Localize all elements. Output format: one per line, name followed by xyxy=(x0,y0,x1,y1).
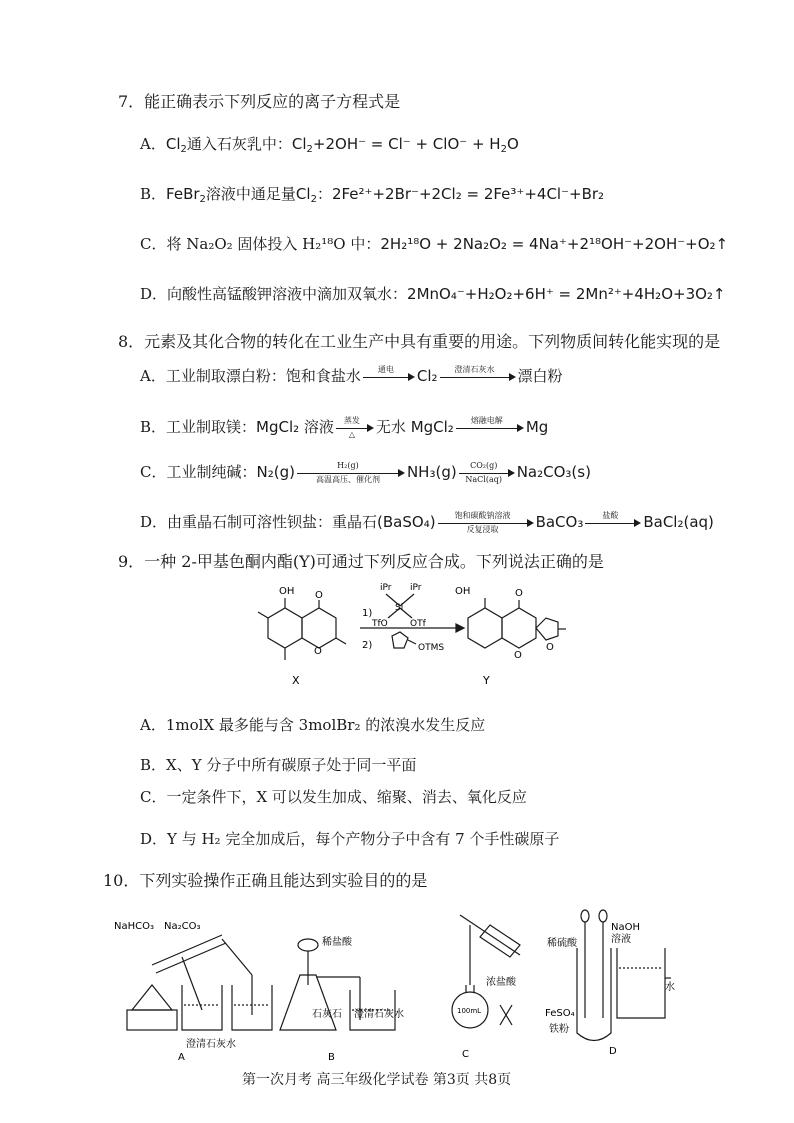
q8-option-d-label: D． xyxy=(140,513,168,531)
reagent-ipr-2: iPr xyxy=(410,583,422,593)
q8-c-arrow-1: H₂(g) 高温高压、催化剂 xyxy=(297,463,405,483)
q7-option-c-label: C． xyxy=(140,235,167,253)
furan-ring xyxy=(392,632,408,648)
q7-option-c-text: 将 Na₂O₂ 固体投入 H₂¹⁸O 中： xyxy=(166,235,381,253)
q7-option-a-text: 通入石灰乳中： xyxy=(186,135,292,153)
q8-d-arrow-1: 饱和碳酸钠溶液 反复浸取 xyxy=(438,513,534,533)
x-oh-label: OH xyxy=(279,586,295,597)
q8-option-b[interactable] xyxy=(140,417,548,438)
q9-option-d[interactable] xyxy=(140,829,559,849)
q9-option-a[interactable] xyxy=(140,715,485,735)
c-label: C xyxy=(462,1049,469,1060)
d-base-label-2: 溶液 xyxy=(611,934,631,945)
x-pyranone-ring xyxy=(302,608,336,648)
q8-option-a-text: 工业制取漂白粉：饱和食盐水 xyxy=(165,367,361,385)
q7-option-b-label: B． xyxy=(140,185,167,203)
page-footer: 第一次月考 高三年级化学试卷 第3页 共8页 xyxy=(242,1072,512,1088)
q8-b-mid: 无水 MgCl₂ xyxy=(375,418,454,436)
q9-option-d-label: D． xyxy=(140,830,168,848)
y-label: Y xyxy=(483,674,490,687)
c-flask-label: 100mL xyxy=(457,1007,482,1015)
question-8-stem: 8．元素及其化合物的转化在工业生产中具有重要的用途。下列物质间转化能实现的是 xyxy=(118,332,721,351)
b-acid-label: 稀盐酸 xyxy=(322,937,352,948)
q7-option-a-eq: +2OH⁻ = Cl⁻ + ClO⁻ + H xyxy=(312,135,501,153)
a-reagent-2: Na₂CO₃ xyxy=(164,921,201,932)
q7-option-c-eq: 2H₂¹⁸O + 2Na₂O₂ = 4Na⁺+2¹⁸OH⁻+2OH⁻+O₂↑ xyxy=(380,235,729,253)
q8-option-a-label: A． xyxy=(140,367,166,385)
apparatus-c[interactable] xyxy=(440,905,540,1060)
q9-option-d-text: Y 与 H₂ 完全加成后，每个产物分子中含有 7 个手性碳原子 xyxy=(167,830,560,848)
c-acid-label: 浓盐酸 xyxy=(486,977,516,988)
question-10-stem: 10．下列实验操作正确且能达到实验目的的是 xyxy=(103,871,428,890)
question-7-stem: 7．能正确表示下列反应的离子方程式是 xyxy=(118,92,401,111)
q7-option-d[interactable] xyxy=(140,284,726,304)
q7-option-d-text: 向酸性高锰酸钾溶液中滴加双氧水： xyxy=(167,285,408,303)
q8-option-b-text: 工业制取镁：MgCl₂ 溶液 xyxy=(166,418,334,436)
apparatus-d[interactable] xyxy=(545,908,675,1058)
q9-option-c[interactable] xyxy=(140,787,527,807)
q7-option-d-label: D． xyxy=(140,285,168,303)
b-solid-label: 石灰石 xyxy=(312,1009,342,1020)
y-lactone-o-label: O xyxy=(546,642,554,653)
b-label: B xyxy=(328,1052,335,1060)
a-liquid-label: 澄清石灰水 xyxy=(186,1039,236,1050)
q9-option-c-text: 一定条件下，X 可以发生加成、缩聚、消去、氧化反应 xyxy=(166,788,527,806)
q9-reaction-scheme xyxy=(250,578,570,690)
y-ring-o-label: O xyxy=(514,650,522,661)
q9-option-b-text: X、Y 分子中所有碳原子处于同一平面 xyxy=(166,756,417,774)
q8-option-d[interactable] xyxy=(140,512,714,533)
y-o-label: O xyxy=(515,588,523,599)
q8-option-a[interactable] xyxy=(140,366,563,387)
a-label: A xyxy=(178,1052,185,1060)
q8-b-arrow-2: 熔融电解 xyxy=(456,418,524,438)
b-liquid-label: 澄清石灰水 xyxy=(354,1009,404,1020)
q9-option-b[interactable] xyxy=(140,755,416,775)
q8-c-mid: NH₃(g) xyxy=(406,463,457,481)
d-acid-label: 稀硫酸 xyxy=(547,938,577,949)
q8-a-arrow-1: 通电 xyxy=(363,367,415,387)
d-label: D xyxy=(609,1046,617,1057)
apparatus-a[interactable] xyxy=(112,915,282,1060)
x-o-label: O xyxy=(315,590,323,601)
d-iron-label: 铁粉 xyxy=(549,1024,569,1035)
q8-c-arrow-2: CO₂(g) NaCl(aq) xyxy=(459,463,515,483)
q7-option-b[interactable]: B．FeBr$_2$溶液中通足量$Cl_2$：2Fe²⁺+2Br⁻+2Cl₂ = 2Fe³⁺+4Cl⁻+Br₂ xyxy=(140,185,605,205)
y-lactone-ring xyxy=(536,618,558,640)
q8-b-arrow-1: 蒸发 △ xyxy=(336,418,374,438)
q8-option-c-label: C． xyxy=(140,463,167,481)
q7-option-d-eq: 2MnO₄⁻+H₂O₂+6H⁺ = 2Mn²⁺+4H₂O+3O₂↑ xyxy=(407,285,726,303)
a-reagent-1: NaHCO₃ xyxy=(114,921,154,932)
x-label: X xyxy=(292,674,300,687)
q9-option-b-label: B． xyxy=(140,756,167,774)
y-benzene-ring xyxy=(468,608,502,648)
d-salt-label: FeSO₄ xyxy=(545,1008,575,1019)
x-ring-o-label: O xyxy=(314,646,322,657)
q8-d-arrow-2: 盐酸 xyxy=(585,513,641,533)
q8-option-b-label: B． xyxy=(140,418,167,436)
q7-option-a[interactable]: A．$Cl_2$通入石灰乳中：$Cl_2+2OH^- = Cl^- + ClO^- + H_2O$ xyxy=(140,135,519,155)
apparatus-b[interactable] xyxy=(270,915,430,1060)
q8-a-end: 漂白粉 xyxy=(517,367,563,385)
x-benzene-ring xyxy=(268,608,302,648)
q8-a-mid: Cl₂ xyxy=(416,367,438,385)
q8-option-d-text: 由重晶石制可溶性钡盐：重晶石(BaSO₄) xyxy=(167,513,436,531)
reagent-ipr-1: iPr xyxy=(380,583,392,593)
q8-d-end: BaCl₂(aq) xyxy=(643,513,714,531)
d-base-label: NaOH xyxy=(611,922,640,933)
q7-option-c[interactable] xyxy=(140,234,728,254)
reagent-otms: OTMS xyxy=(418,643,445,653)
step1-label: 1) xyxy=(362,608,373,619)
reagent-si: Si xyxy=(395,603,404,613)
q7-option-a-label: A． xyxy=(140,135,166,153)
q9-option-a-label: A． xyxy=(140,716,166,734)
q7-option-b-text: 溶液中通足量 xyxy=(205,185,296,203)
q8-option-c[interactable] xyxy=(140,462,591,483)
q8-c-end: Na₂CO₃(s) xyxy=(516,463,591,481)
reagent-tfo: TfO xyxy=(372,619,388,629)
question-9-stem: 9．一种 2-甲基色酮内酯(Y)可通过下列反应合成。下列说法正确的是 xyxy=(118,552,604,571)
q8-a-arrow-2: 澄清石灰水 xyxy=(440,367,516,387)
q8-d-mid: BaCO₃ xyxy=(535,513,584,531)
q9-option-c-label: C． xyxy=(140,788,167,806)
q8-option-c-text: 工业制纯碱：N₂(g) xyxy=(166,463,295,481)
reagent-otf: OTf xyxy=(410,619,426,629)
q9-option-a-text: 1molX 最多能与含 3molBr₂ 的浓溴水发生反应 xyxy=(165,716,486,734)
d-water-label: 水 xyxy=(665,982,675,993)
q8-b-end: Mg xyxy=(525,418,549,436)
y-oh-label: OH xyxy=(455,586,471,597)
step2-label: 2) xyxy=(362,640,373,651)
y-pyranone-ring xyxy=(502,608,536,648)
q7-option-b-eq: ：2Fe²⁺+2Br⁻+2Cl₂ = 2Fe³⁺+4Cl⁻+Br₂ xyxy=(316,185,605,203)
